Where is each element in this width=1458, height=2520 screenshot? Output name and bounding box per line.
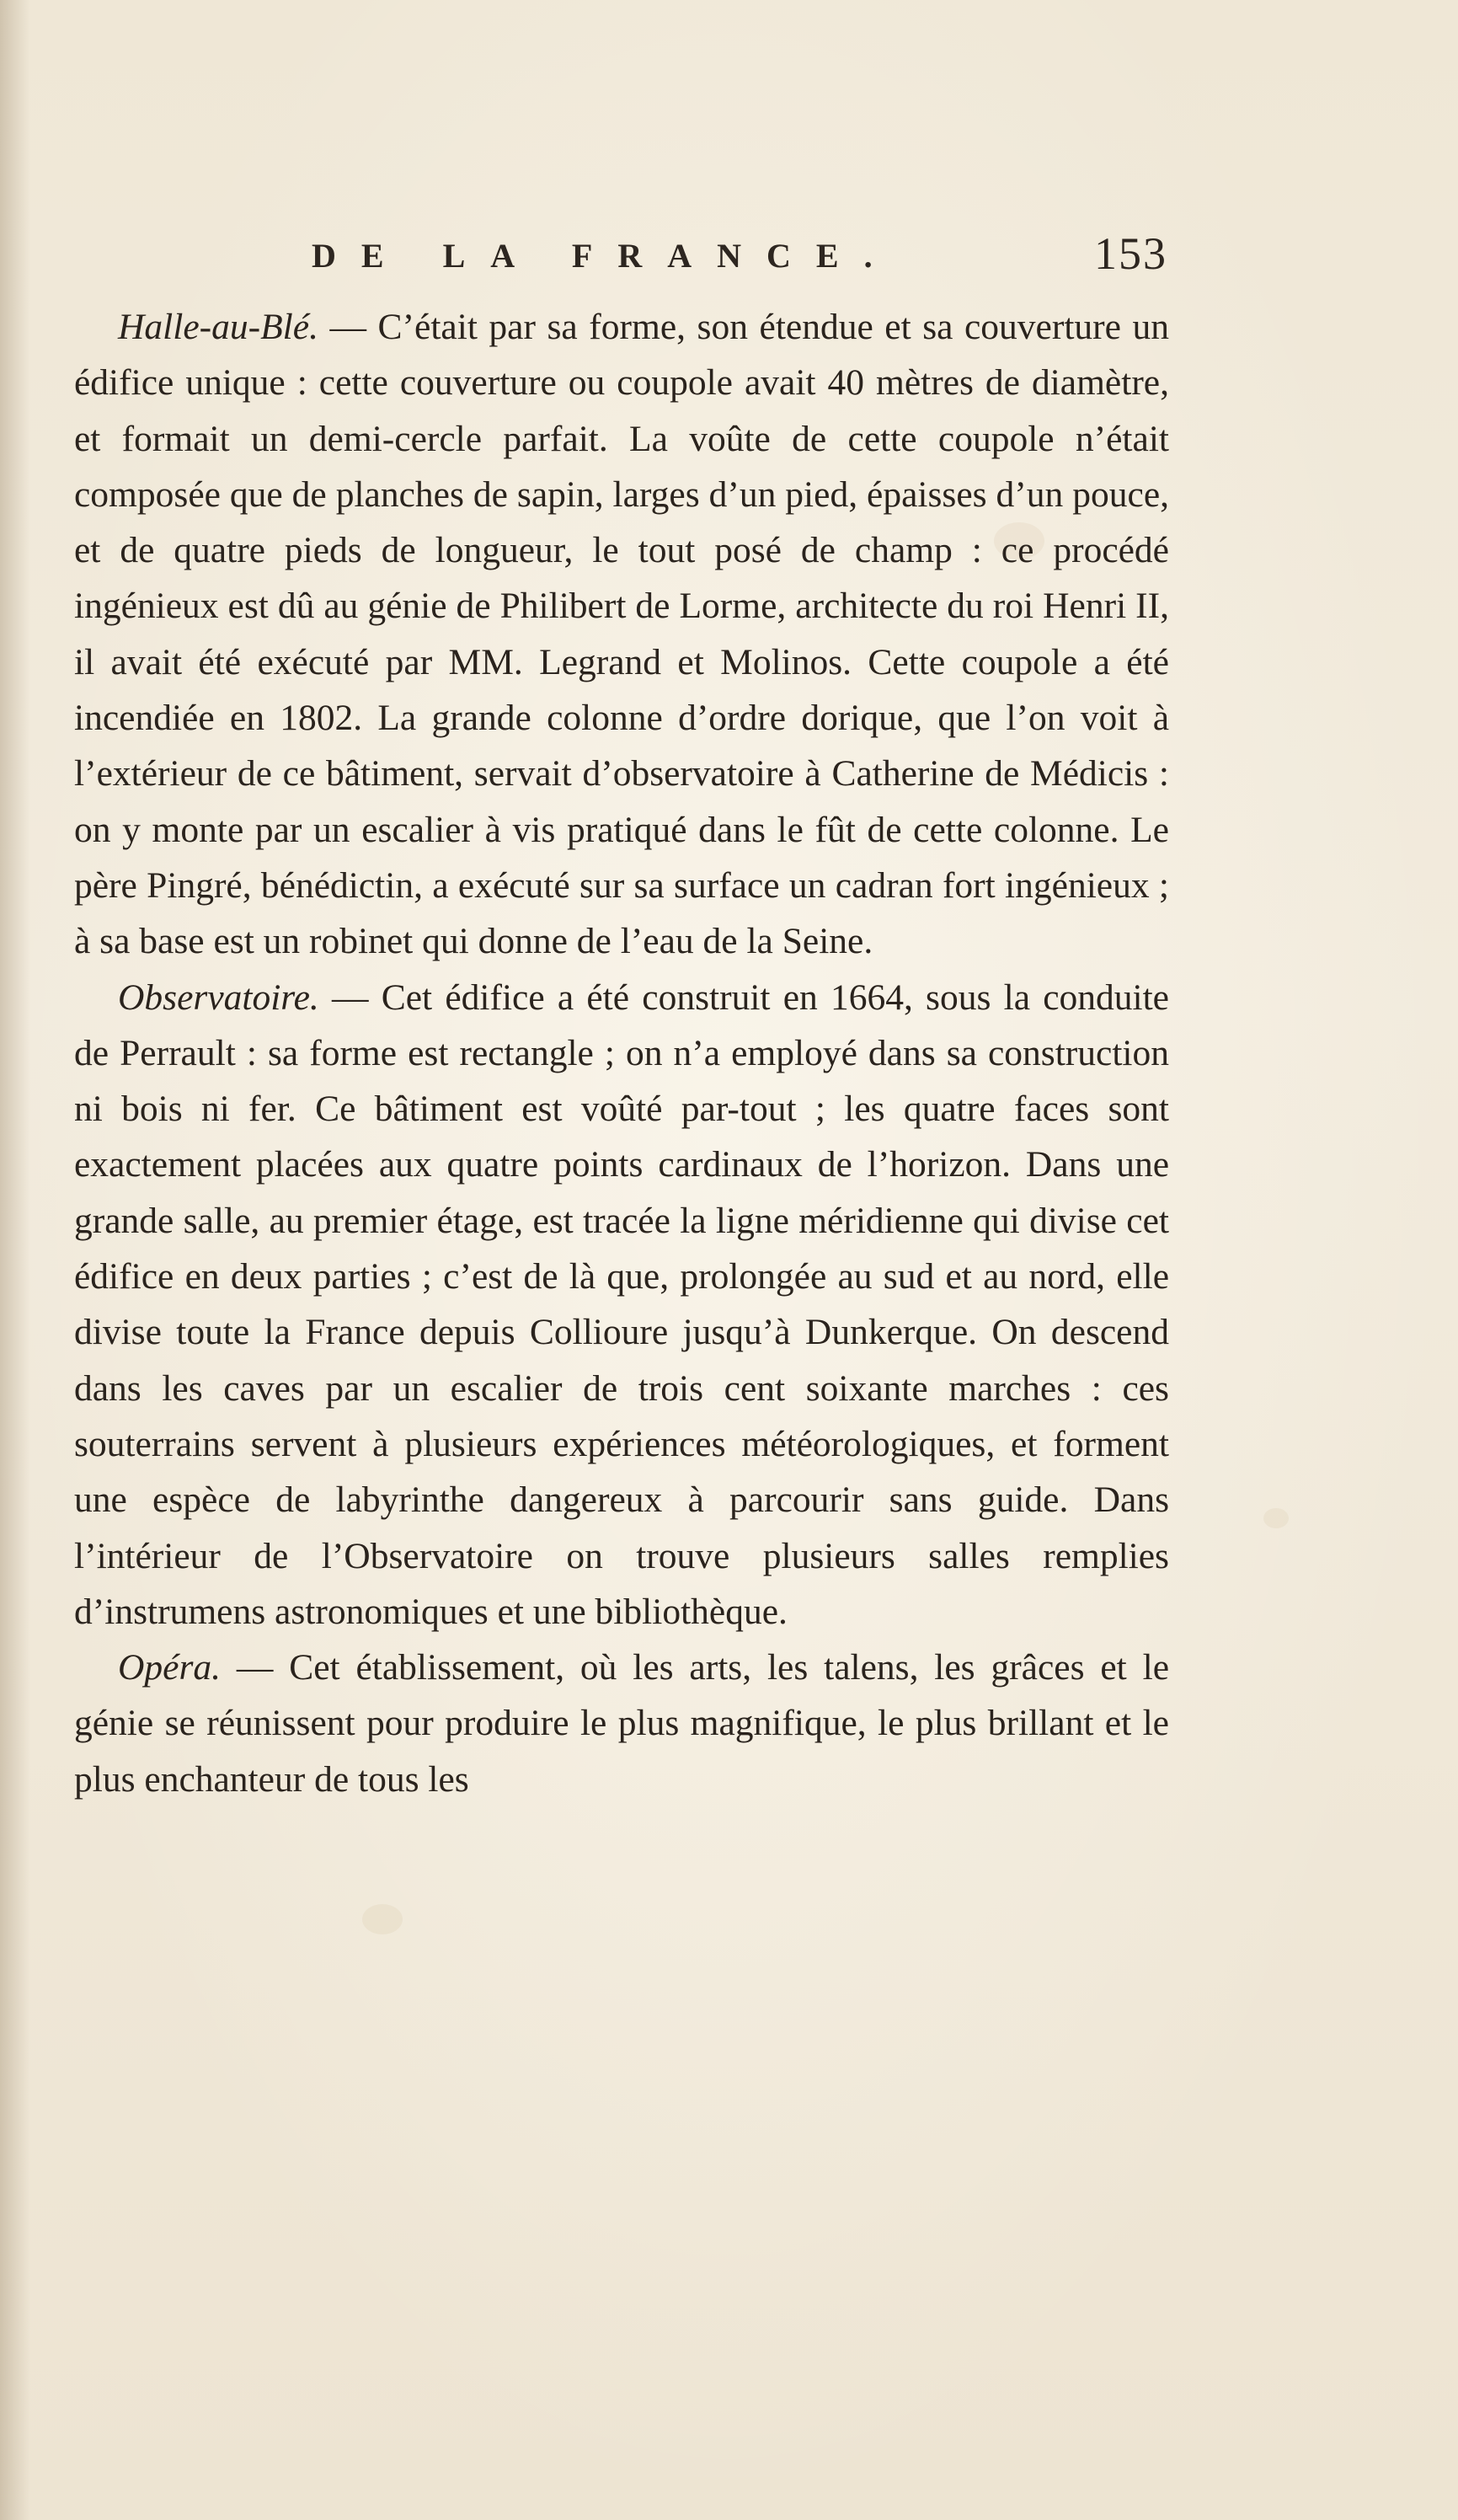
entry-term: Opéra. — [118, 1647, 222, 1688]
entry-term: Observatoire. — [118, 976, 319, 1018]
body-text — [74, 299, 1169, 1807]
running-title: DE LA FRANCE. — [312, 237, 898, 275]
page-number: 153 — [1094, 228, 1167, 279]
paper-stain — [362, 1904, 403, 1934]
entry-term: Halle-au-Blé. — [118, 307, 318, 347]
entry-text: — Cet établissement, où les arts, les talens, les grâces et le génie se réunissent pour produire le plus magnifique, le plus brillant et le plus enchanteur de tous les — [74, 1647, 1169, 1800]
paragraph-opera — [74, 1640, 1169, 1807]
entry-text: — Cet édifice a été construit en 1664, sous la conduite de Perrault : sa forme est rectangle ; on n’a employé dans sa construction ni bois ni fer. Ce bâtiment est voûté par-tout ; les quatre faces sont exactement placées aux quatre points cardinaux de l’horizon. Dans une grande salle, au premier étage, est tracée la ligne méridienne qui divise cet édifice en deux parties ; c’est de là que, prolongée au sud et au nord, elle divise toute la France depuis Collioure jusqu’à Dunkerque. On descend dans les caves par un escalier de trois cent soixante marches : ces souterrains servent à plusieurs expériences météorologiques, et forment une espèce de labyrinthe dangereux à parcourir sans guide. Dans l’intérieur de l’Observatoire on trouve plusieurs salles remplies d’instrumens astronomiques et une bibliothèque. — [74, 976, 1169, 1632]
paper-stain — [1263, 1508, 1289, 1528]
entry-text: — C’était par sa forme, son étendue et sa couverture un édifice unique : cette couverture ou coupole avait 40 mètres de diamètre, et formait un demi-cercle parfait. La voûte de cette coupole n’était composée que de planches de sapin, larges d’un pied, épaisses d’un pouce, et de quatre pieds de longueur, le tout posé de champ : ce procédé ingénieux est dû au génie de Philibert de Lorme, architecte du roi Henri II, il avait été exécuté par MM. Legrand et Molinos. Cette coupole a été incendiée en 1802. La grande colonne d’ordre dorique, que l’on voit à l’extérieur de ce bâtiment, servait d’observatoire à Catherine de Médicis : on y monte par un escalier à vis pratiqué dans le fût de cette colonne. Le père Pingré, bénédictin, a exécuté sur sa surface un cadran fort ingénieux ; à sa base est un robinet qui donne de l’eau de la Seine. — [74, 307, 1169, 962]
paragraph-observatoire — [74, 970, 1169, 1640]
page-gutter-shadow — [0, 0, 30, 2520]
page-header — [0, 227, 1458, 295]
paragraph-halle-au-ble — [74, 299, 1169, 970]
